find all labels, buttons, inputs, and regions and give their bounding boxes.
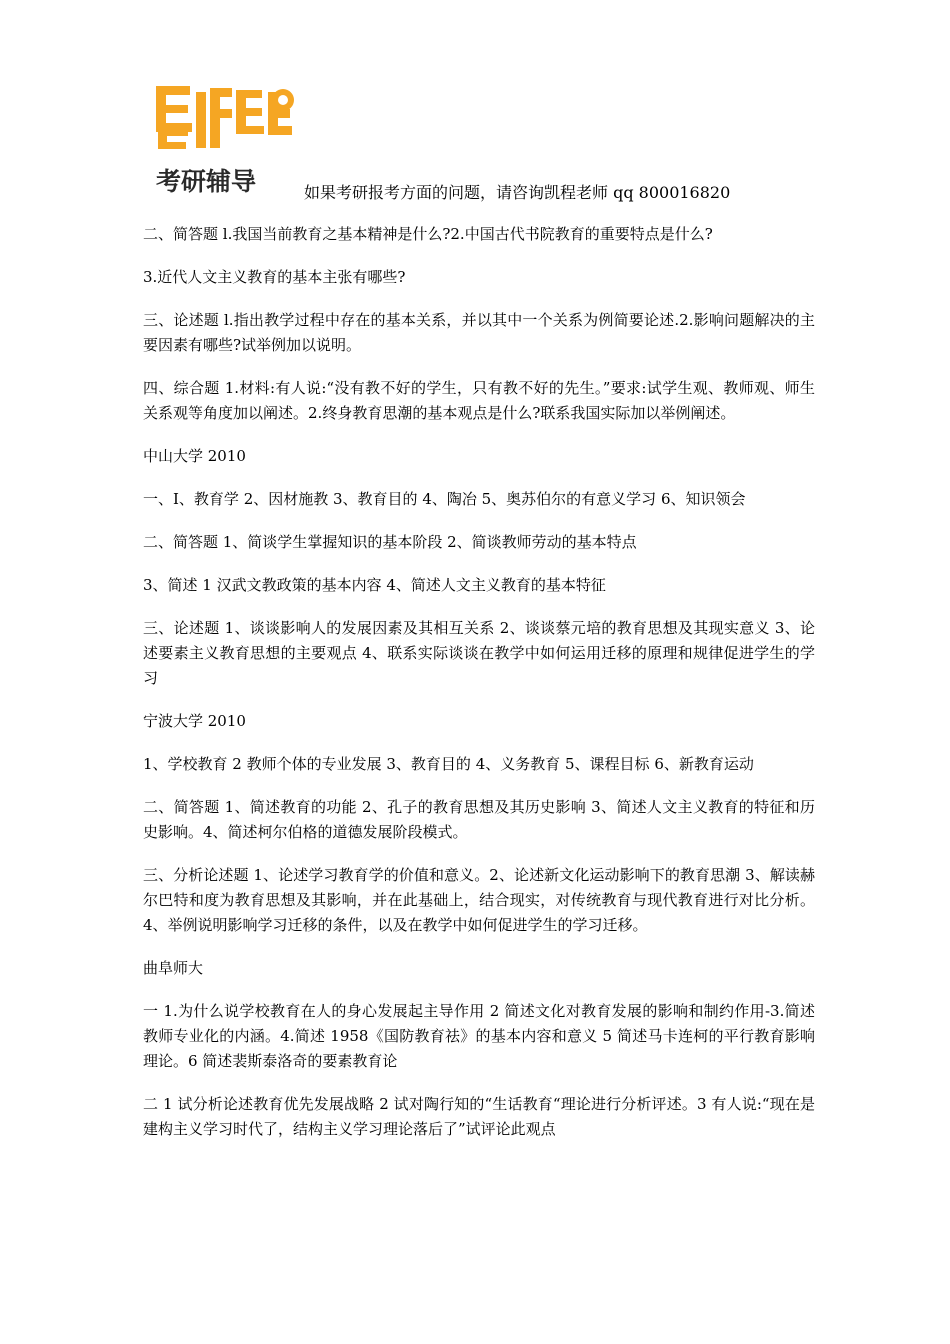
paragraph: 一、I、教育学 2、因材施教 3、教育目的 4、陶冶 5、奥苏伯尔的有意义学习 6、知识领会 bbox=[143, 490, 746, 508]
paragraph: 三、分析论述题 1、论述学习教育学的价值和意义。2、论述新文化运动影响下的教育思潮 3、解读赫尔巴特和度为教育思想及其影响，并在此基础上，结合现实，对传统教育与现代教育进行对比分析。4、举例说明影响学习迁移的条件，以及在教学中如何促进学生的学习迁移。 bbox=[143, 866, 815, 934]
kaicheng-logo bbox=[150, 78, 300, 200]
paragraph: 二 1 试分析论述教育优先发展战略 2 试对陶行知的“生话教育“理论进行分析评述。3 有人说:“现在是建构主义学习时代了，结构主义学习理论落后了”试评论此观点 bbox=[143, 1095, 815, 1138]
section-heading: 曲阜师大 bbox=[143, 959, 204, 977]
paragraph: 四、综合题 1.材料:有人说:“没有教不好的学生，只有教不好的先生。”要求:试学生观、教师观、师生关系观等角度加以阐述。2.终身教育思潮的基本观点是什么?联系我国实际加以举例阐述。 bbox=[143, 379, 815, 422]
section-heading: 宁波大学 2010 bbox=[143, 712, 246, 730]
paragraph: 3、简述 1 汉武文教政策的基本内容 4、简述人文主义教育的基本特征 bbox=[143, 576, 606, 594]
section-heading: 中山大学 2010 bbox=[143, 447, 246, 465]
paragraph: 一 1.为什么说学校教育在人的身心发展起主导作用 2 简述文化对教育发展的影响和制约作用-3.简述教师专业化的内涵。4.简述 1958《国防教育祛》的基本内容和意义 5 简述马卡连柯的平行教育影响理论。6 简述裴斯泰洛奇的要素教育论 bbox=[143, 1002, 815, 1070]
paragraph: 二、简答题 l.我国当前教育之基本精神是什么?2.中国古代书院教育的重要特点是什么? bbox=[143, 225, 713, 243]
paragraph: 二、简答题 1、简述教育的功能 2、孔子的教育思想及其历史影响 3、简述人文主义教育的特征和历史影响。4、简述柯尔伯格的道德发展阶段模式。 bbox=[143, 798, 815, 841]
contact-line: 如果考研报考方面的问题，请咨询凯程老师 qq 800016820 bbox=[304, 183, 731, 202]
paragraph: 3.近代人文主义教育的基本主张有哪些? bbox=[143, 268, 406, 286]
logo-subtitle: 考研辅导 bbox=[156, 167, 257, 196]
paragraph: 二、简答题 1、简谈学生掌握知识的基本阶段 2、简谈教师劳动的基本特点 bbox=[143, 533, 637, 551]
logo-graphic bbox=[150, 78, 300, 200]
logo-wordmark-shape bbox=[156, 86, 294, 149]
document-body bbox=[143, 222, 815, 1160]
paragraph: 三、论述题 l.指出教学过程中存在的基本关系，并以其中一个关系为例简要论述.2.影响问题解决的主要因素有哪些?试举例加以说明。 bbox=[143, 311, 815, 354]
paragraph: 1、学校教育 2 教师个体的专业发展 3、教育目的 4、义务教育 5、课程目标 6、新教育运动 bbox=[143, 755, 754, 773]
paragraph: 三、论述题 1、谈谈影响人的发展因素及其相互关系 2、谈谈蔡元培的教育思想及其现实意义 3、论述要素主义教育思想的主要观点 4、联系实际谈谈在教学中如何运用迁移的原理和规律促进学生的学习 bbox=[143, 619, 815, 687]
